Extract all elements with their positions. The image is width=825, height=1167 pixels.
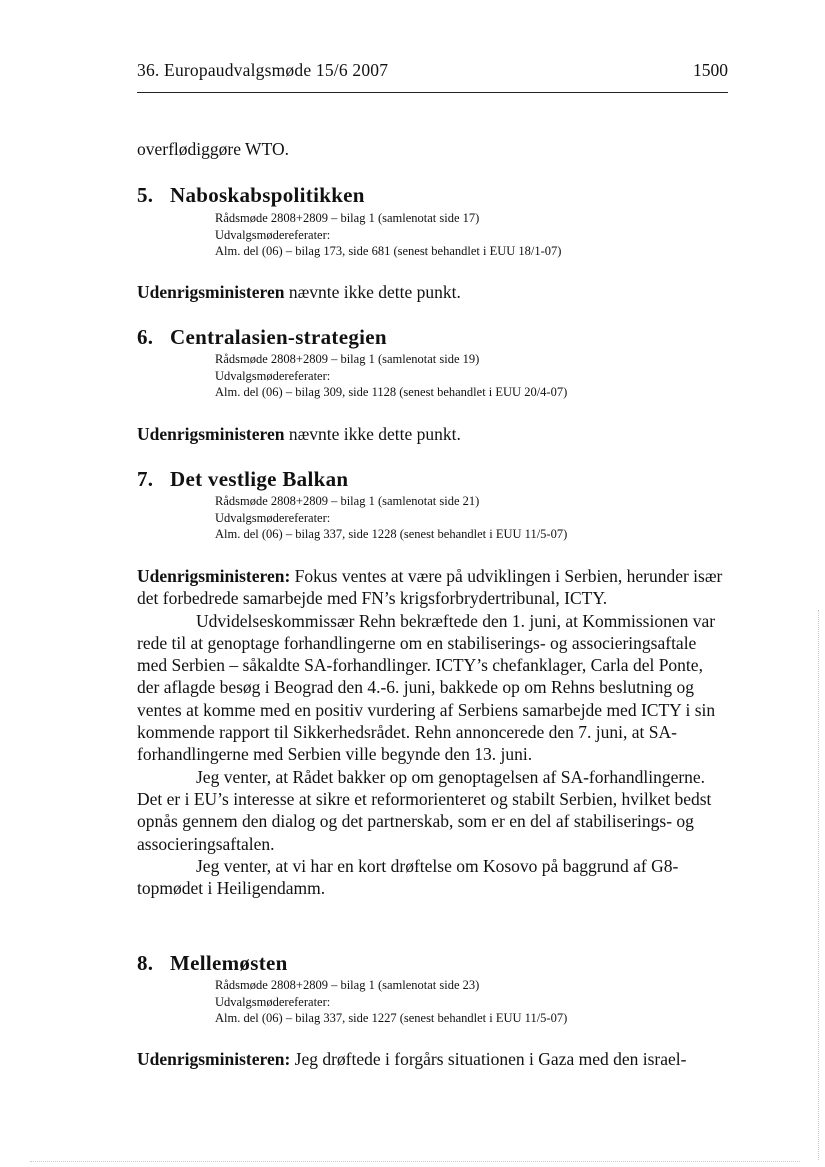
paragraph: Udvidelseskommissær Rehn bekræftede den 1. juni, at Kommissionen var rede til at genoptage forhandlingerne om en stabiliserings- og associeringsaftale med Serbien – såkaldte SA-forhandlinger. ICTY’s chefanklager, Carla del Ponte, der aflagde besøg i Beograd den 4.-6. juni, bakkede op om Rehns beslutning og ventes at komme med en positiv vurdering af Serbiens samarbejde med ICTY i sin kommende rapport til Sikkerhedsrådet. Rehn annoncerede den 7. juni, at SA-forhandlingerne med Serbien ville begynde den 13. juni.: [137, 610, 716, 765]
scan-edge-artifact: [818, 610, 820, 1160]
page-number: 1500: [693, 60, 728, 80]
section-5-references: [215, 210, 561, 260]
speaker-label: Udenrigsministeren: [137, 424, 285, 444]
section-title: Mellemøsten: [170, 951, 288, 975]
reference-line: Alm. del (06) – bilag 337, side 1228 (senest behandlet i EUU 11/5-07): [215, 527, 568, 542]
speaker-label: Udenrigsministeren:: [137, 1049, 291, 1069]
section-number: 6.: [137, 325, 154, 349]
scan-edge-artifact: [30, 1161, 800, 1163]
section-number: 8.: [137, 951, 154, 975]
section-title: Centralasien-strategien: [170, 325, 387, 349]
reference-line: Alm. del (06) – bilag 337, side 1227 (senest behandlet i EUU 11/5-07): [215, 1011, 568, 1026]
section-title: Det vestlige Balkan: [170, 467, 349, 491]
reference-line: Alm. del (06) – bilag 173, side 681 (senest behandlet i EUU 18/1-07): [215, 244, 562, 259]
speaker-label: Udenrigsministeren: [137, 282, 285, 302]
section-number: 5.: [137, 183, 154, 207]
intro-paragraph: [137, 138, 729, 160]
reference-line: Udvalgsmødereferater:: [215, 994, 331, 1009]
body-text: nævnte ikke dette punkt.: [284, 424, 461, 444]
reference-line: Rådsmøde 2808+2809 – bilag 1 (samlenotat side 21): [215, 494, 480, 508]
reference-line: Udvalgsmødereferater:: [215, 227, 331, 242]
section-7-body: [137, 565, 729, 899]
section-7-references: [215, 493, 567, 543]
paragraph: Jeg venter, at Rådet bakker op om genoptagelsen af SA-forhandlingerne. Det er i EU’s interesse at sikre et reformorienteret og stabilt Serbien, hvilket bedst opnås gennem den dialog og det partnerskab, som er en del af stabiliserings- og associeringsaftalen.: [137, 766, 712, 854]
reference-line: Udvalgsmødereferater:: [215, 368, 331, 383]
section-7-heading: [137, 467, 348, 492]
body-text: nævnte ikke dette punkt.: [284, 282, 461, 302]
reference-line: Alm. del (06) – bilag 309, side 1128 (senest behandlet i EUU 20/4-07): [215, 385, 568, 400]
body-text: Fokus ventes at være på udviklingen i Serbien, herunder især det forbedrede samarbejde med FN’s krigsforbrydertribunal, ICTY.: [137, 566, 723, 609]
reference-line: Rådsmøde 2808+2809 – bilag 1 (samlenotat side 23): [215, 978, 480, 992]
section-5-heading: [137, 183, 365, 208]
section-6-references: [215, 351, 567, 401]
document-title: 36. Europaudvalgsmøde 15/6 2007: [137, 60, 389, 80]
section-number: 7.: [137, 467, 154, 491]
section-5-body: [137, 281, 729, 303]
paragraph: Jeg venter, at vi har en kort drøftelse om Kosovo på baggrund af G8-topmødet i Heiligendamm.: [137, 855, 679, 899]
body-text: Jeg drøftede i forgårs situationen i Gaza med den israel-: [290, 1049, 687, 1069]
intro-text: overflødiggøre WTO.: [137, 139, 289, 159]
section-6-heading: [137, 325, 387, 350]
reference-line: Rådsmøde 2808+2809 – bilag 1 (samlenotat side 19): [215, 352, 480, 366]
section-8-body: [137, 1048, 729, 1070]
reference-line: Udvalgsmødereferater:: [215, 510, 331, 525]
section-title: Naboskabspolitikken: [170, 183, 365, 207]
reference-line: Rådsmøde 2808+2809 – bilag 1 (samlenotat side 17): [215, 211, 480, 225]
section-8-heading: [137, 951, 288, 976]
section-6-body: [137, 423, 729, 445]
paragraph: [137, 565, 729, 610]
section-8-references: [215, 977, 567, 1027]
speaker-label: Udenrigsministeren:: [137, 566, 291, 586]
page-header: [137, 58, 728, 93]
